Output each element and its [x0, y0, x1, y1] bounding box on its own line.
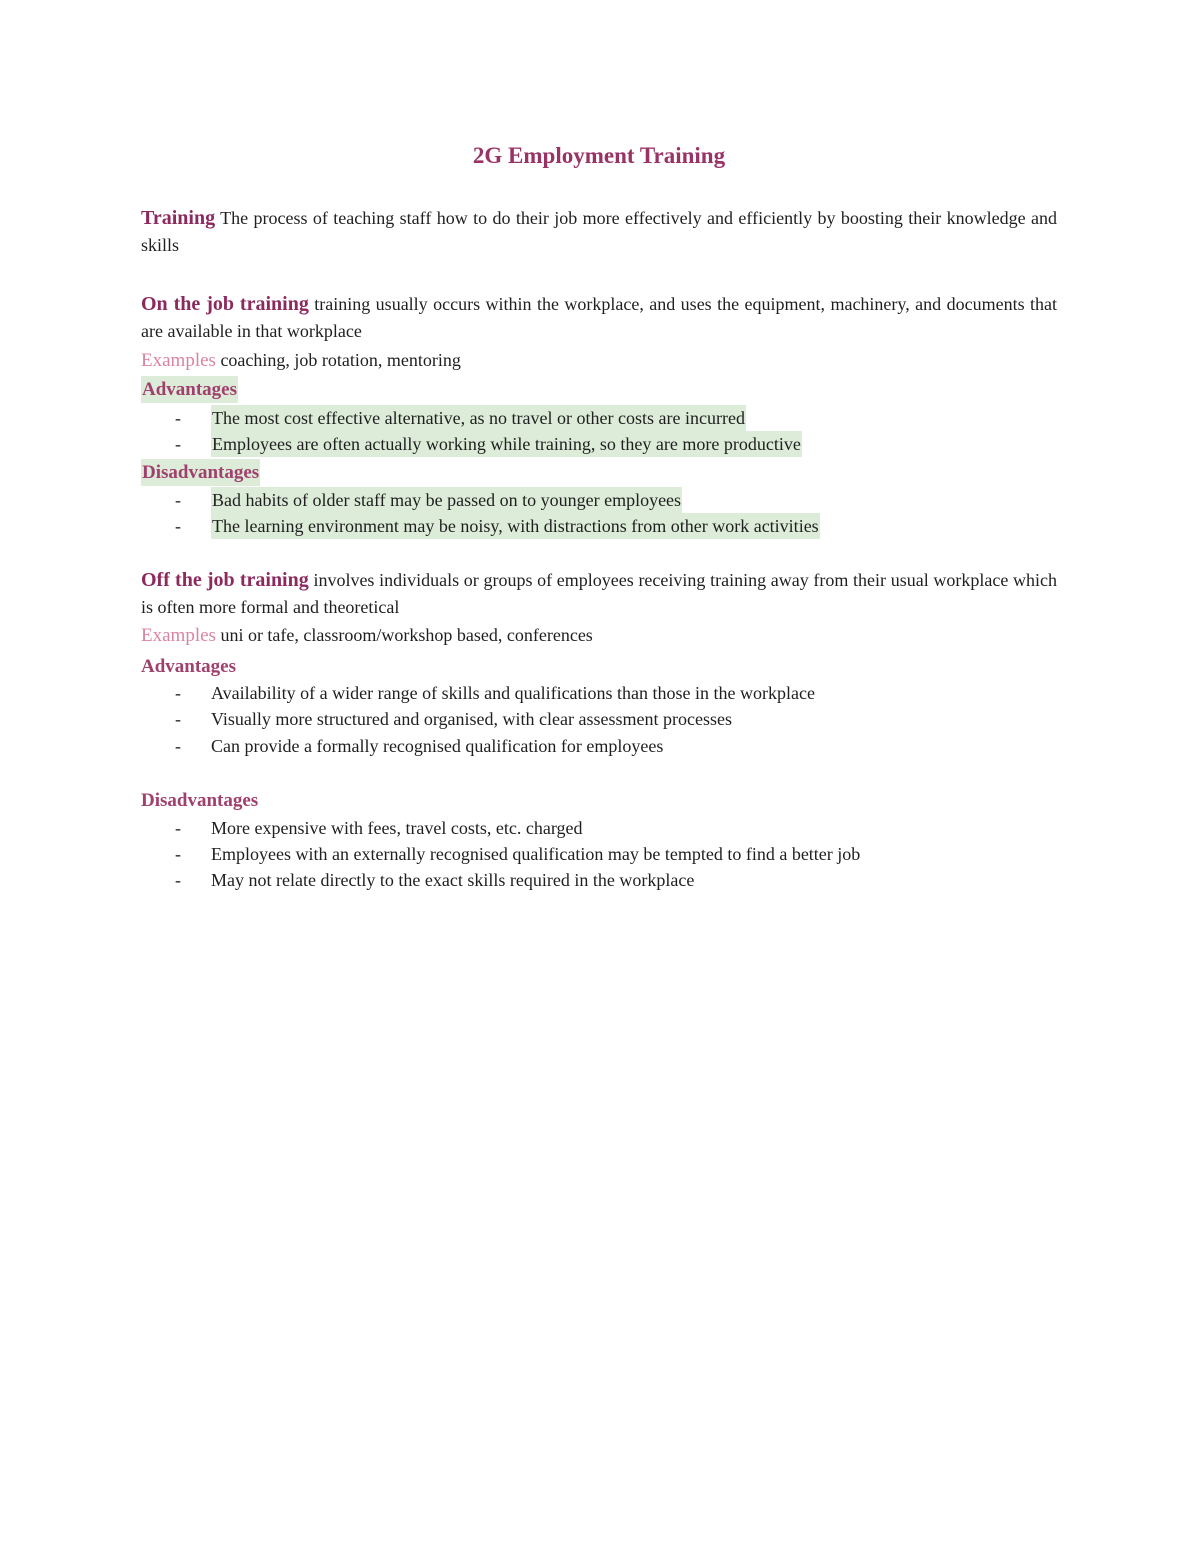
- training-definition: [141, 205, 1057, 259]
- bullet-marker: -: [175, 516, 181, 536]
- list-item: [175, 513, 1055, 540]
- on-the-job-examples-label: Examples: [141, 350, 216, 371]
- off-the-job-definition: [141, 567, 1057, 621]
- training-definition-text: The process of teaching staff how to do their job more effectively and efficiently by boosting their knowledge and skills: [141, 208, 1057, 255]
- on-the-job-disadvantages-heading: Disadvantages: [141, 459, 260, 486]
- list-item-text: Can provide a formally recognised qualification for employees: [211, 736, 664, 756]
- off-the-job-examples-label: Examples: [141, 625, 216, 646]
- on-the-job-advantages-heading: Advantages: [141, 376, 238, 403]
- list-item-text: Bad habits of older staff may be passed on to younger employees: [211, 487, 682, 513]
- off-the-job-definition-text: involves individuals or groups of employees receiving training away from their usual workplace which is often more formal and theoretical: [141, 570, 1058, 617]
- on-the-job-term: On the job training: [141, 293, 309, 315]
- on-the-job-examples: [141, 347, 461, 374]
- off-the-job-disadvantages-heading: Disadvantages: [141, 790, 259, 811]
- bullet-marker: -: [175, 709, 181, 729]
- page-title: 2G Employment Training: [472, 143, 726, 168]
- off-the-job-term: Off the job training: [141, 569, 309, 591]
- list-item-text: Employees are often actually working while training, so they are more productive: [211, 431, 802, 457]
- bullet-marker: -: [175, 736, 181, 756]
- list-item: [175, 487, 1055, 514]
- list-item: [175, 815, 1055, 842]
- on-the-job-definition: [141, 291, 1057, 345]
- off-the-job-examples: [141, 622, 593, 649]
- list-item: [175, 867, 1055, 894]
- list-item: [175, 733, 1055, 760]
- bullet-marker: -: [175, 683, 181, 703]
- off-the-job-advantages-heading: Advantages: [141, 656, 237, 677]
- list-item-text: More expensive with fees, travel costs, etc. charged: [211, 818, 583, 838]
- on-the-job-definition-text: training usually occurs within the workplace, and uses the equipment, machinery, and documents that are available in that workplace: [141, 294, 1058, 341]
- list-item: [175, 680, 1055, 707]
- bullet-marker: -: [175, 408, 181, 428]
- bullet-marker: -: [175, 434, 181, 454]
- list-item: [175, 405, 1055, 432]
- bullet-marker: -: [175, 870, 181, 890]
- list-item: [175, 431, 1055, 458]
- list-item-text: May not relate directly to the exact skills required in the workplace: [211, 870, 695, 890]
- list-item: [175, 706, 1055, 733]
- bullet-marker: -: [175, 490, 181, 510]
- list-item-text: The most cost effective alternative, as no travel or other costs are incurred: [211, 405, 746, 431]
- off-the-job-examples-text: uni or tafe, classroom/workshop based, conferences: [220, 625, 593, 645]
- bullet-marker: -: [175, 844, 181, 864]
- list-item-text: Employees with an externally recognised qualification may be tempted to find a better job: [211, 844, 861, 864]
- list-item-text: The learning environment may be noisy, with distractions from other work activities: [211, 513, 820, 539]
- training-term: Training: [141, 207, 216, 229]
- list-item-text: Availability of a wider range of skills and qualifications than those in the workplace: [211, 683, 815, 703]
- list-item-text: Visually more structured and organised, with clear assessment processes: [211, 709, 732, 729]
- bullet-marker: -: [175, 818, 181, 838]
- list-item: [175, 841, 1055, 868]
- on-the-job-examples-text: coaching, job rotation, mentoring: [220, 350, 461, 370]
